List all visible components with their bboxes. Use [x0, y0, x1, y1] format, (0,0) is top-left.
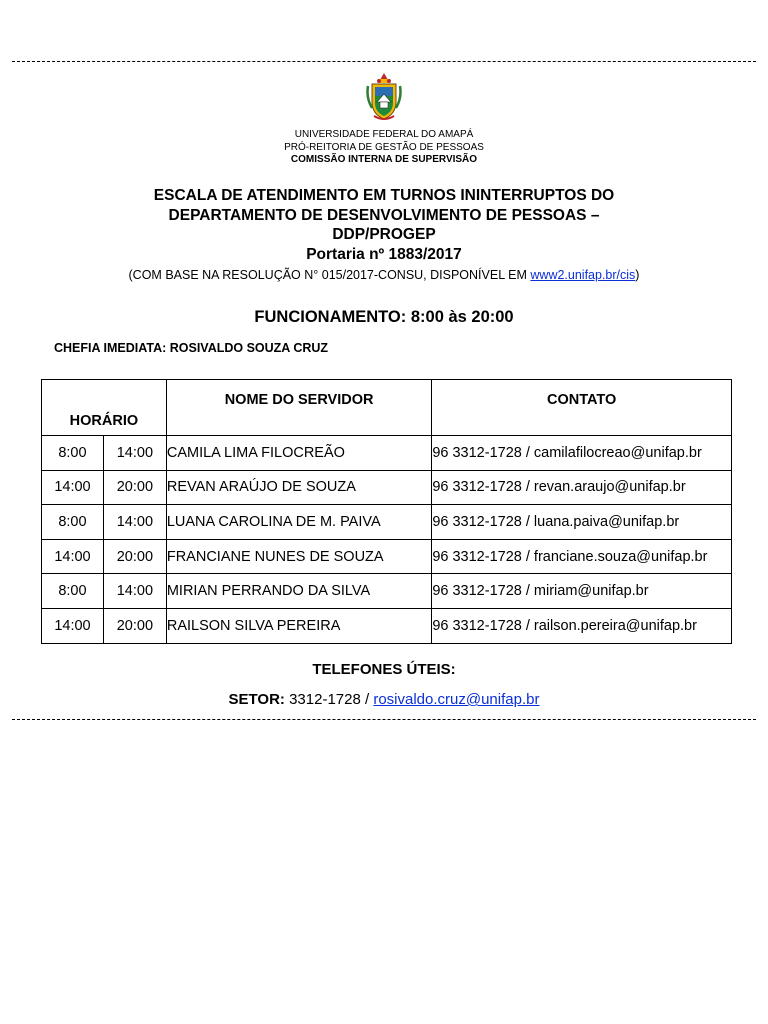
shift-start: 8:00: [42, 436, 104, 471]
header-horario: HORÁRIO: [42, 380, 167, 436]
shift-start: 14:00: [42, 470, 104, 505]
header-contato: CONTATO: [432, 380, 732, 436]
server-contact: 96 3312-1728 / franciane.souza@unifap.br: [432, 539, 732, 574]
table-row: [42, 505, 732, 540]
university-name: UNIVERSIDADE FEDERAL DO AMAPÁ: [294, 129, 474, 140]
title-line-3: DDP/PROGEP: [332, 226, 436, 243]
table-row: [42, 436, 732, 471]
shift-end: 14:00: [103, 574, 166, 609]
shift-start: 8:00: [42, 505, 104, 540]
table-row: [42, 574, 732, 609]
useful-phones-title: TELEFONES ÚTEIS:: [312, 661, 456, 678]
server-contact: 96 3312-1728 / miriam@unifap.br: [432, 574, 732, 609]
server-contact: 96 3312-1728 / camilafilocreao@unifap.br: [432, 436, 732, 471]
document-title: [0, 186, 768, 264]
server-name: LUANA CAROLINA DE M. PAIVA: [166, 505, 431, 540]
server-name: RAILSON SILVA PEREIRA: [166, 608, 431, 643]
resolution-note-suffix: ): [635, 268, 640, 282]
shift-end: 20:00: [103, 470, 166, 505]
server-name: CAMILA LIMA FILOCREÃO: [166, 436, 431, 471]
server-name: REVAN ARAÚJO DE SOUZA: [166, 470, 431, 505]
sector-phone: 3312-1728 /: [284, 691, 374, 708]
header-nome: NOME DO SERVIDOR: [166, 380, 431, 436]
shift-start: 8:00: [42, 574, 104, 609]
cis-link[interactable]: www2.unifap.br/cis: [530, 268, 636, 282]
title-line-1: ESCALA DE ATENDIMENTO EM TURNOS ININTERRUPTOS DO: [153, 187, 615, 204]
pro-reitoria-name: PRÓ-REITORIA DE GESTÃO DE PESSOAS: [284, 141, 484, 153]
shift-end: 20:00: [103, 539, 166, 574]
shift-start: 14:00: [42, 608, 104, 643]
resolution-note-prefix: (COM BASE NA RESOLUÇÃO N° 015/2017-CONSU, DISPONÍVEL EM: [128, 268, 531, 282]
table-row: [42, 608, 732, 643]
sector-label: SETOR:: [228, 691, 285, 708]
resolution-note: [0, 268, 768, 282]
supervisor-line: CHEFIA IMEDIATA: ROSIVALDO SOUZA CRUZ: [54, 341, 329, 355]
table-row: [42, 470, 732, 505]
unifap-coat-of-arms-icon: [366, 72, 402, 122]
sector-contact-line: [0, 691, 768, 708]
server-name: MIRIAN PERRANDO DA SILVA: [166, 574, 431, 609]
opening-hours: FUNCIONAMENTO: 8:00 às 20:00: [254, 308, 514, 326]
bottom-dashed-divider: [12, 719, 756, 720]
server-contact: 96 3312-1728 / luana.paiva@unifap.br: [432, 505, 732, 540]
table-row: [42, 539, 732, 574]
shift-end: 14:00: [103, 436, 166, 471]
schedule-table: [41, 379, 732, 644]
sector-email-link[interactable]: rosivaldo.cruz@unifap.br: [373, 691, 540, 708]
server-name: FRANCIANE NUNES DE SOUZA: [166, 539, 431, 574]
table-header-row: [42, 380, 732, 436]
shift-end: 14:00: [103, 505, 166, 540]
server-contact: 96 3312-1728 / railson.pereira@unifap.br: [432, 608, 732, 643]
title-line-2: DEPARTAMENTO DE DESENVOLVIMENTO DE PESSOAS –: [168, 206, 600, 224]
server-contact: 96 3312-1728 / revan.araujo@unifap.br: [432, 470, 732, 505]
portaria-line: Portaria nº 1883/2017: [306, 245, 462, 263]
shift-start: 14:00: [42, 539, 104, 574]
top-dashed-divider: [12, 61, 756, 62]
institution-header: [0, 129, 768, 167]
shift-end: 20:00: [103, 608, 166, 643]
comissao-name: COMISSÃO INTERNA DE SUPERVISÃO: [290, 154, 478, 165]
